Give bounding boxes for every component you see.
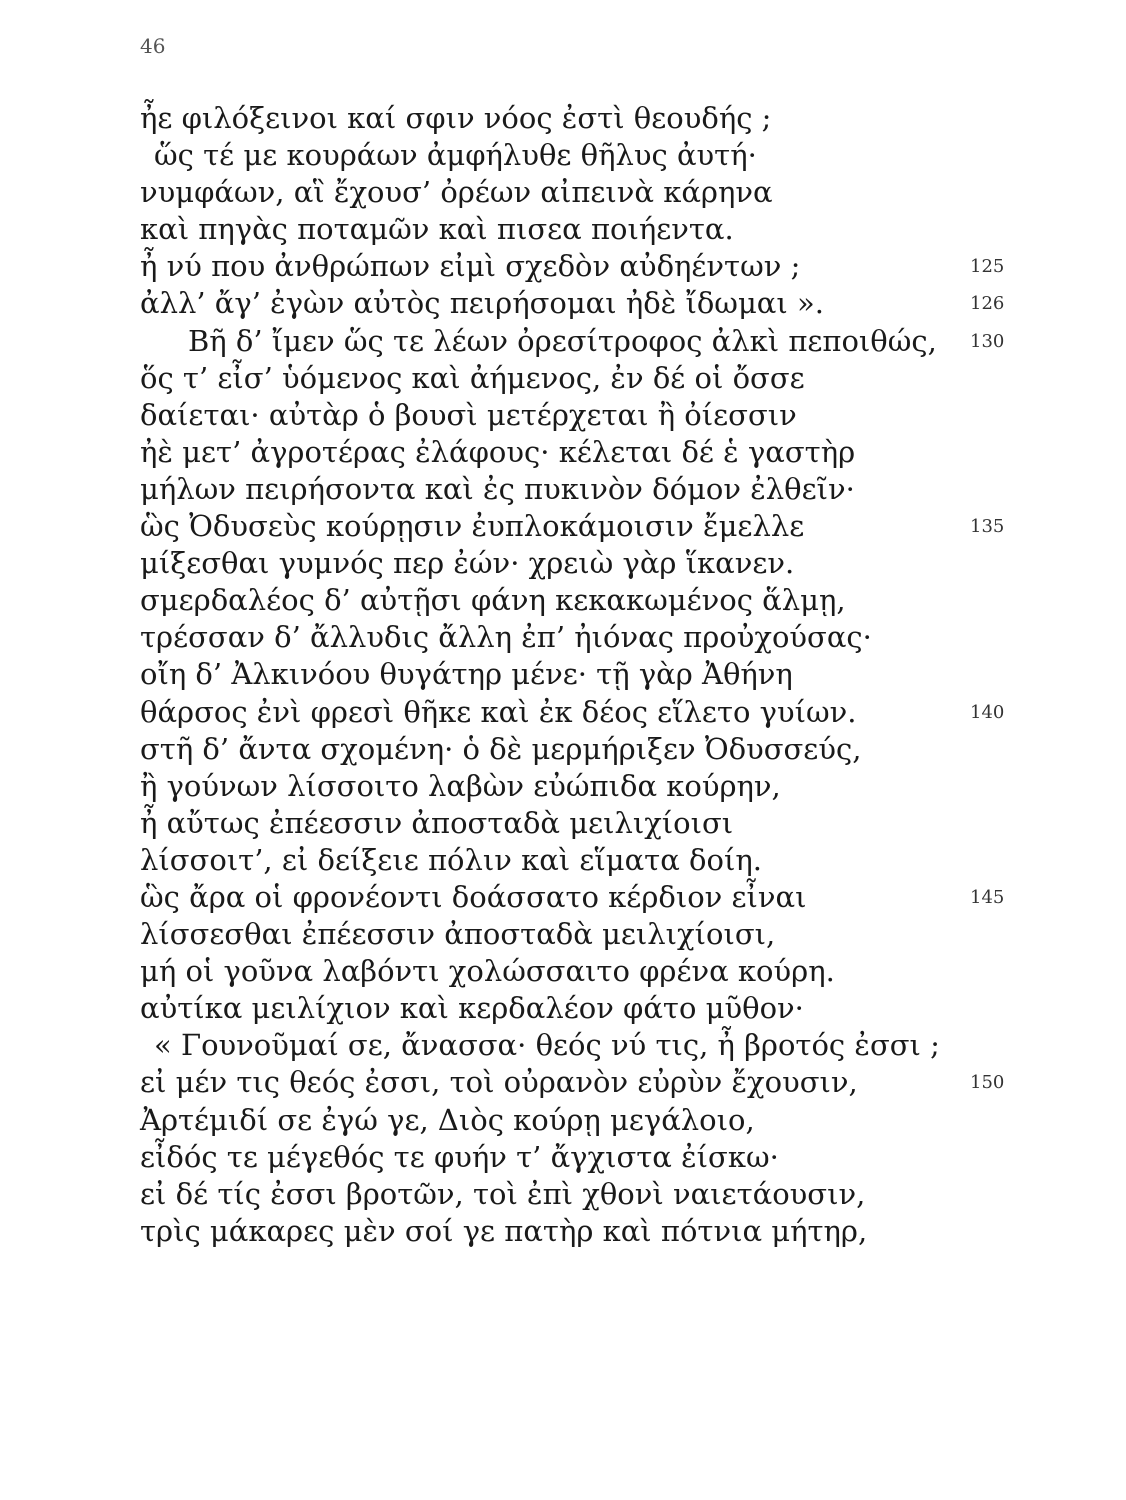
verse-line xyxy=(140,805,1100,842)
verse-text: καὶ πηγὰς ποταμῶν καὶ πισεα ποιήεντα. xyxy=(140,212,734,247)
verse-text: ὥς τέ με κουράων ἀμφήλυθε θῆλυς ἀυτή· xyxy=(154,138,757,173)
verse-line xyxy=(140,137,1100,174)
verse-line xyxy=(140,1176,1100,1213)
verse-line xyxy=(140,1027,1100,1064)
verse-line xyxy=(140,1213,1100,1250)
verse-text: ἦ νύ που ἀνθρώπων εἰμὶ σχεδὸν αὐδηέντων ; xyxy=(140,249,801,284)
verse-text: σμερδαλέος δ’ αὐτῇσι φάνη κεκακωμένος ἅλμῃ, xyxy=(140,583,846,618)
verse-text: ἦε φιλόξεινοι καί σφιν νόος ἐστὶ θεουδής ; xyxy=(140,101,772,135)
verse-line xyxy=(140,545,1100,582)
verse-line xyxy=(140,397,1100,434)
verse-text: ἦ αὔτως ἐπέεσσιν ἀποσταδὰ μειλιχίοισι xyxy=(140,805,734,840)
verse-text: ὣς ἄρα οἱ φρονέοντι δοάσσατο κέρδιον εἶναι xyxy=(140,879,807,914)
verse-text: εἰ δέ τίς ἐσσι βροτῶν, τοὶ ἐπὶ χθονὶ ναιετάουσιν, xyxy=(140,1176,866,1211)
verse-text: ἢ γούνων λίσσοιτο λαβὼν εὐώπιδα κούρην, xyxy=(140,768,781,803)
verse-line xyxy=(140,768,1100,805)
verse-text: τρέσσαν δ’ ἄλλυδις ἄλλη ἐπ’ ἠιόνας προὐχούσας· xyxy=(140,620,872,655)
verse-text: ὣς Ὀδυσεὺς κούρῃσιν ἐυπλοκάμοισιν ἔμελλε xyxy=(140,509,805,544)
verse-text: δαίεται· αὐτὰρ ὁ βουσὶ μετέρχεται ἢ ὀίεσσιν xyxy=(140,397,797,432)
line-number: 130 xyxy=(970,330,1005,352)
verse-text: λίσσεσθαι ἐπέεσσιν ἀποσταδὰ μειλιχίοισι, xyxy=(140,917,776,952)
verse-line xyxy=(140,100,1100,137)
verse-line xyxy=(140,434,1100,471)
verse-line xyxy=(140,285,1100,322)
verse-text: λίσσοιτ’, εἰ δείξειε πόλιν καὶ εἵματα δοίη. xyxy=(140,842,762,877)
line-number: 135 xyxy=(970,516,1005,538)
verse-text: νυμφάων, αἳ ἔχουσ’ ὀρέων αἰπεινὰ κάρηνα xyxy=(140,175,773,210)
verse-line xyxy=(140,174,1100,211)
verse-line xyxy=(140,471,1100,508)
verse-block xyxy=(140,100,1100,1250)
verse-text: « Γουνοῦμαί σε, ἄνασσα· θεός νύ τις, ἦ βροτός ἐσσι ; xyxy=(154,1028,940,1063)
verse-text: ὅς τ’ εἶσ’ ὑόμενος καὶ ἀήμενος, ἐν δέ οἱ ὄσσε xyxy=(140,360,805,395)
line-number: 145 xyxy=(970,886,1005,908)
verse-text: τρὶς μάκαρες μὲν σοί γε πατὴρ καὶ πότνια μήτηρ, xyxy=(140,1213,868,1248)
verse-text: εἰ μέν τις θεός ἐσσι, τοὶ οὐρανὸν εὐρὺν ἔχουσιν, xyxy=(140,1065,858,1100)
verse-line xyxy=(140,694,1100,731)
verse-line xyxy=(140,879,1100,916)
line-number: 125 xyxy=(970,256,1005,278)
verse-line xyxy=(140,1139,1100,1176)
verse-text: οἴη δ’ Ἀλκινόου θυγάτηρ μένε· τῇ γὰρ Ἀθήνη xyxy=(140,657,793,692)
verse-line xyxy=(140,1102,1100,1139)
verse-line xyxy=(140,842,1100,879)
verse-text: Ἀρτέμιδί σε ἐγώ γε, Διὸς κούρῃ μεγάλοιο, xyxy=(140,1102,755,1137)
verse-line xyxy=(140,360,1100,397)
line-number: 150 xyxy=(970,1072,1005,1094)
verse-text: ἠὲ μετ’ ἀγροτέρας ἐλάφους· κέλεται δέ ἑ γαστὴρ xyxy=(140,434,856,469)
verse-line xyxy=(140,508,1100,545)
verse-line xyxy=(140,656,1100,693)
verse-text: αὐτίκα μειλίχιον καὶ κερδαλέον φάτο μῦθον· xyxy=(140,991,804,1026)
verse-line xyxy=(140,1064,1100,1101)
line-number: 140 xyxy=(970,701,1005,723)
line-number: 126 xyxy=(970,293,1005,315)
verse-text: μήλων πειρήσοντα καὶ ἐς πυκινὸν δόμον ἐλθεῖν· xyxy=(140,471,855,506)
verse-line xyxy=(140,582,1100,619)
verse-line xyxy=(140,990,1100,1027)
verse-line xyxy=(140,248,1100,285)
verse-text: Βῆ δ’ ἴμεν ὥς τε λέων ὀρεσίτροφος ἀλκὶ πεποιθώς, xyxy=(188,323,937,358)
verse-line xyxy=(140,211,1100,248)
verse-text: ἀλλ’ ἄγ’ ἐγὼν αὐτὸς πειρήσομαι ἠδὲ ἴδωμαι ». xyxy=(140,286,824,321)
verse-line xyxy=(140,323,1100,360)
verse-line xyxy=(140,731,1100,768)
verse-text: μίξεσθαι γυμνός περ ἐών· χρειὼ γὰρ ἵκανεν. xyxy=(140,546,795,581)
verse-text: θάρσος ἐνὶ φρεσὶ θῆκε καὶ ἐκ δέος εἵλετο γυίων. xyxy=(140,694,857,729)
verse-line xyxy=(140,916,1100,953)
verse-text: μή οἱ γοῦνα λαβόντι χολώσσαιτο φρένα κούρη. xyxy=(140,954,835,989)
verse-text: εἶδός τε μέγεθός τε φυήν τ’ ἄγχιστα ἐίσκω· xyxy=(140,1139,779,1174)
page-number: 46 xyxy=(140,34,166,58)
verse-line xyxy=(140,953,1100,990)
verse-text: στῆ δ’ ἄντα σχομένη· ὁ δὲ μερμήριξεν Ὀδυσσεύς, xyxy=(140,731,862,766)
verse-line xyxy=(140,619,1100,656)
